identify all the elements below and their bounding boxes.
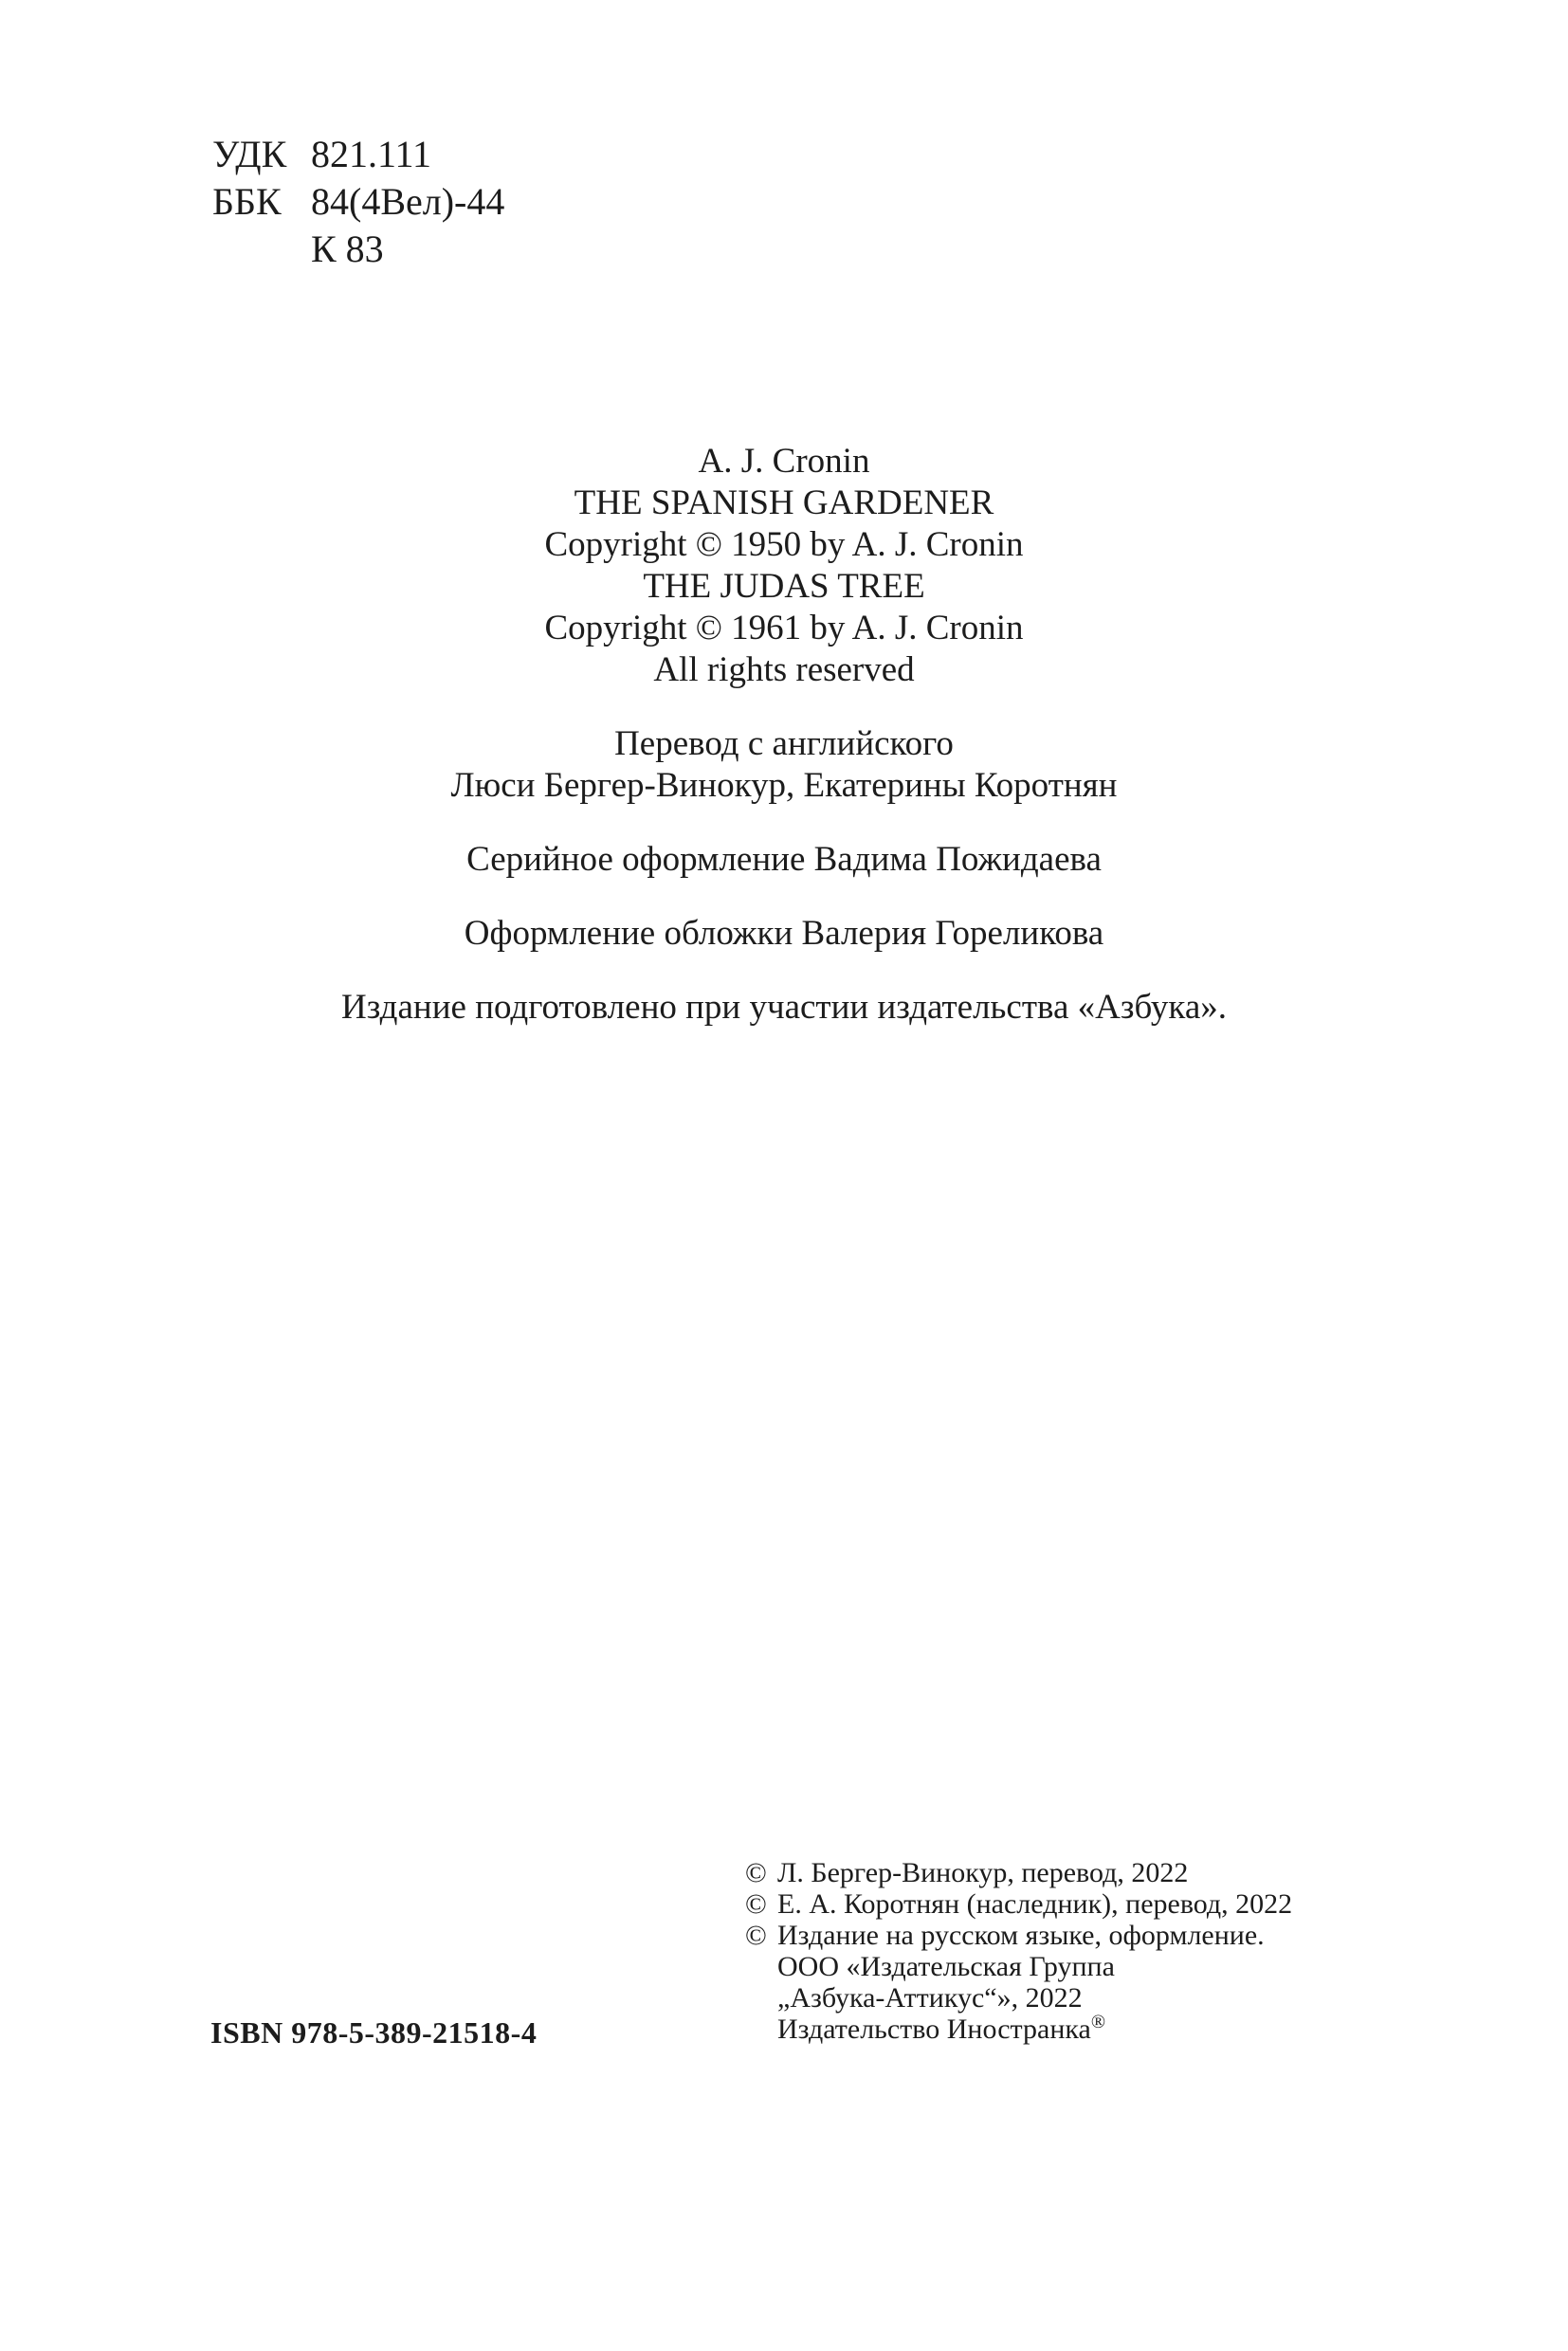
original-rights-group — [0, 441, 1568, 691]
copyright-notice-text: Издание на русском языке, оформление. — [777, 1920, 1265, 1951]
original-title-1: THE SPANISH GARDENER — [574, 483, 994, 522]
publisher-note: Издание подготовлено при участии издательства «Азбука». — [341, 988, 1227, 1027]
series-design: Серийное оформление Вадима Пожидаева — [466, 840, 1102, 879]
copyright-icon: © — [745, 1888, 767, 1920]
copyright-notice-continuation: ООО «Издательская Группа — [777, 1951, 1115, 1982]
udk-row — [212, 131, 504, 178]
copyright-line-1: Copyright © 1950 by A. J. Cronin — [544, 525, 1024, 564]
rights-reserved: All rights reserved — [653, 650, 915, 689]
registered-trademark-icon: ® — [1090, 2012, 1106, 2032]
author-name: A. J. Cronin — [698, 442, 870, 481]
imprint-line — [745, 2014, 1292, 2045]
copyright-line-2: Copyright © 1961 by A. J. Cronin — [544, 609, 1024, 647]
bbk-row — [212, 178, 504, 226]
author-mark-row — [212, 226, 504, 273]
copyright-notice-1 — [745, 1857, 1292, 1888]
translation-heading: Перевод с английского — [614, 724, 954, 763]
publisher-note-group — [0, 987, 1568, 1029]
credits-block — [0, 441, 1568, 1029]
copyright-notice-text: Л. Бергер-Винокур, перевод, 2022 — [777, 1857, 1189, 1888]
copyright-notices — [745, 1857, 1292, 2045]
udk-value: 821.111 — [311, 133, 432, 175]
copyright-notice-2 — [745, 1888, 1292, 1920]
copyright-notice-text: Е. А. Коротнян (наследник), перевод, 2022 — [777, 1888, 1293, 1920]
copyright-notice-3 — [745, 1920, 1292, 1951]
isbn: ISBN 978-5-389-21518-4 — [210, 2015, 538, 2050]
imprint-name: Издательство Иностранка — [777, 2014, 1091, 2045]
copyright-icon: © — [745, 1857, 767, 1888]
bbk-value: 84(4Вел)-44 — [311, 180, 505, 223]
series-design-group — [0, 839, 1568, 881]
udk-label: УДК — [212, 133, 287, 175]
translators: Люси Бергер-Винокур, Екатерины Коротнян — [450, 766, 1118, 805]
translation-group — [0, 723, 1568, 807]
classification-block — [212, 131, 504, 273]
copyright-icon: © — [745, 1920, 767, 1951]
cover-design-group — [0, 913, 1568, 955]
original-title-2: THE JUDAS TREE — [643, 567, 925, 606]
author-mark: К 83 — [311, 228, 384, 270]
bbk-label: ББК — [212, 180, 282, 223]
cover-design: Оформление обложки Валерия Гореликова — [464, 914, 1104, 953]
copyright-notice-continuation: „Азбука-Аттикус“», 2022 — [777, 1982, 1083, 2014]
